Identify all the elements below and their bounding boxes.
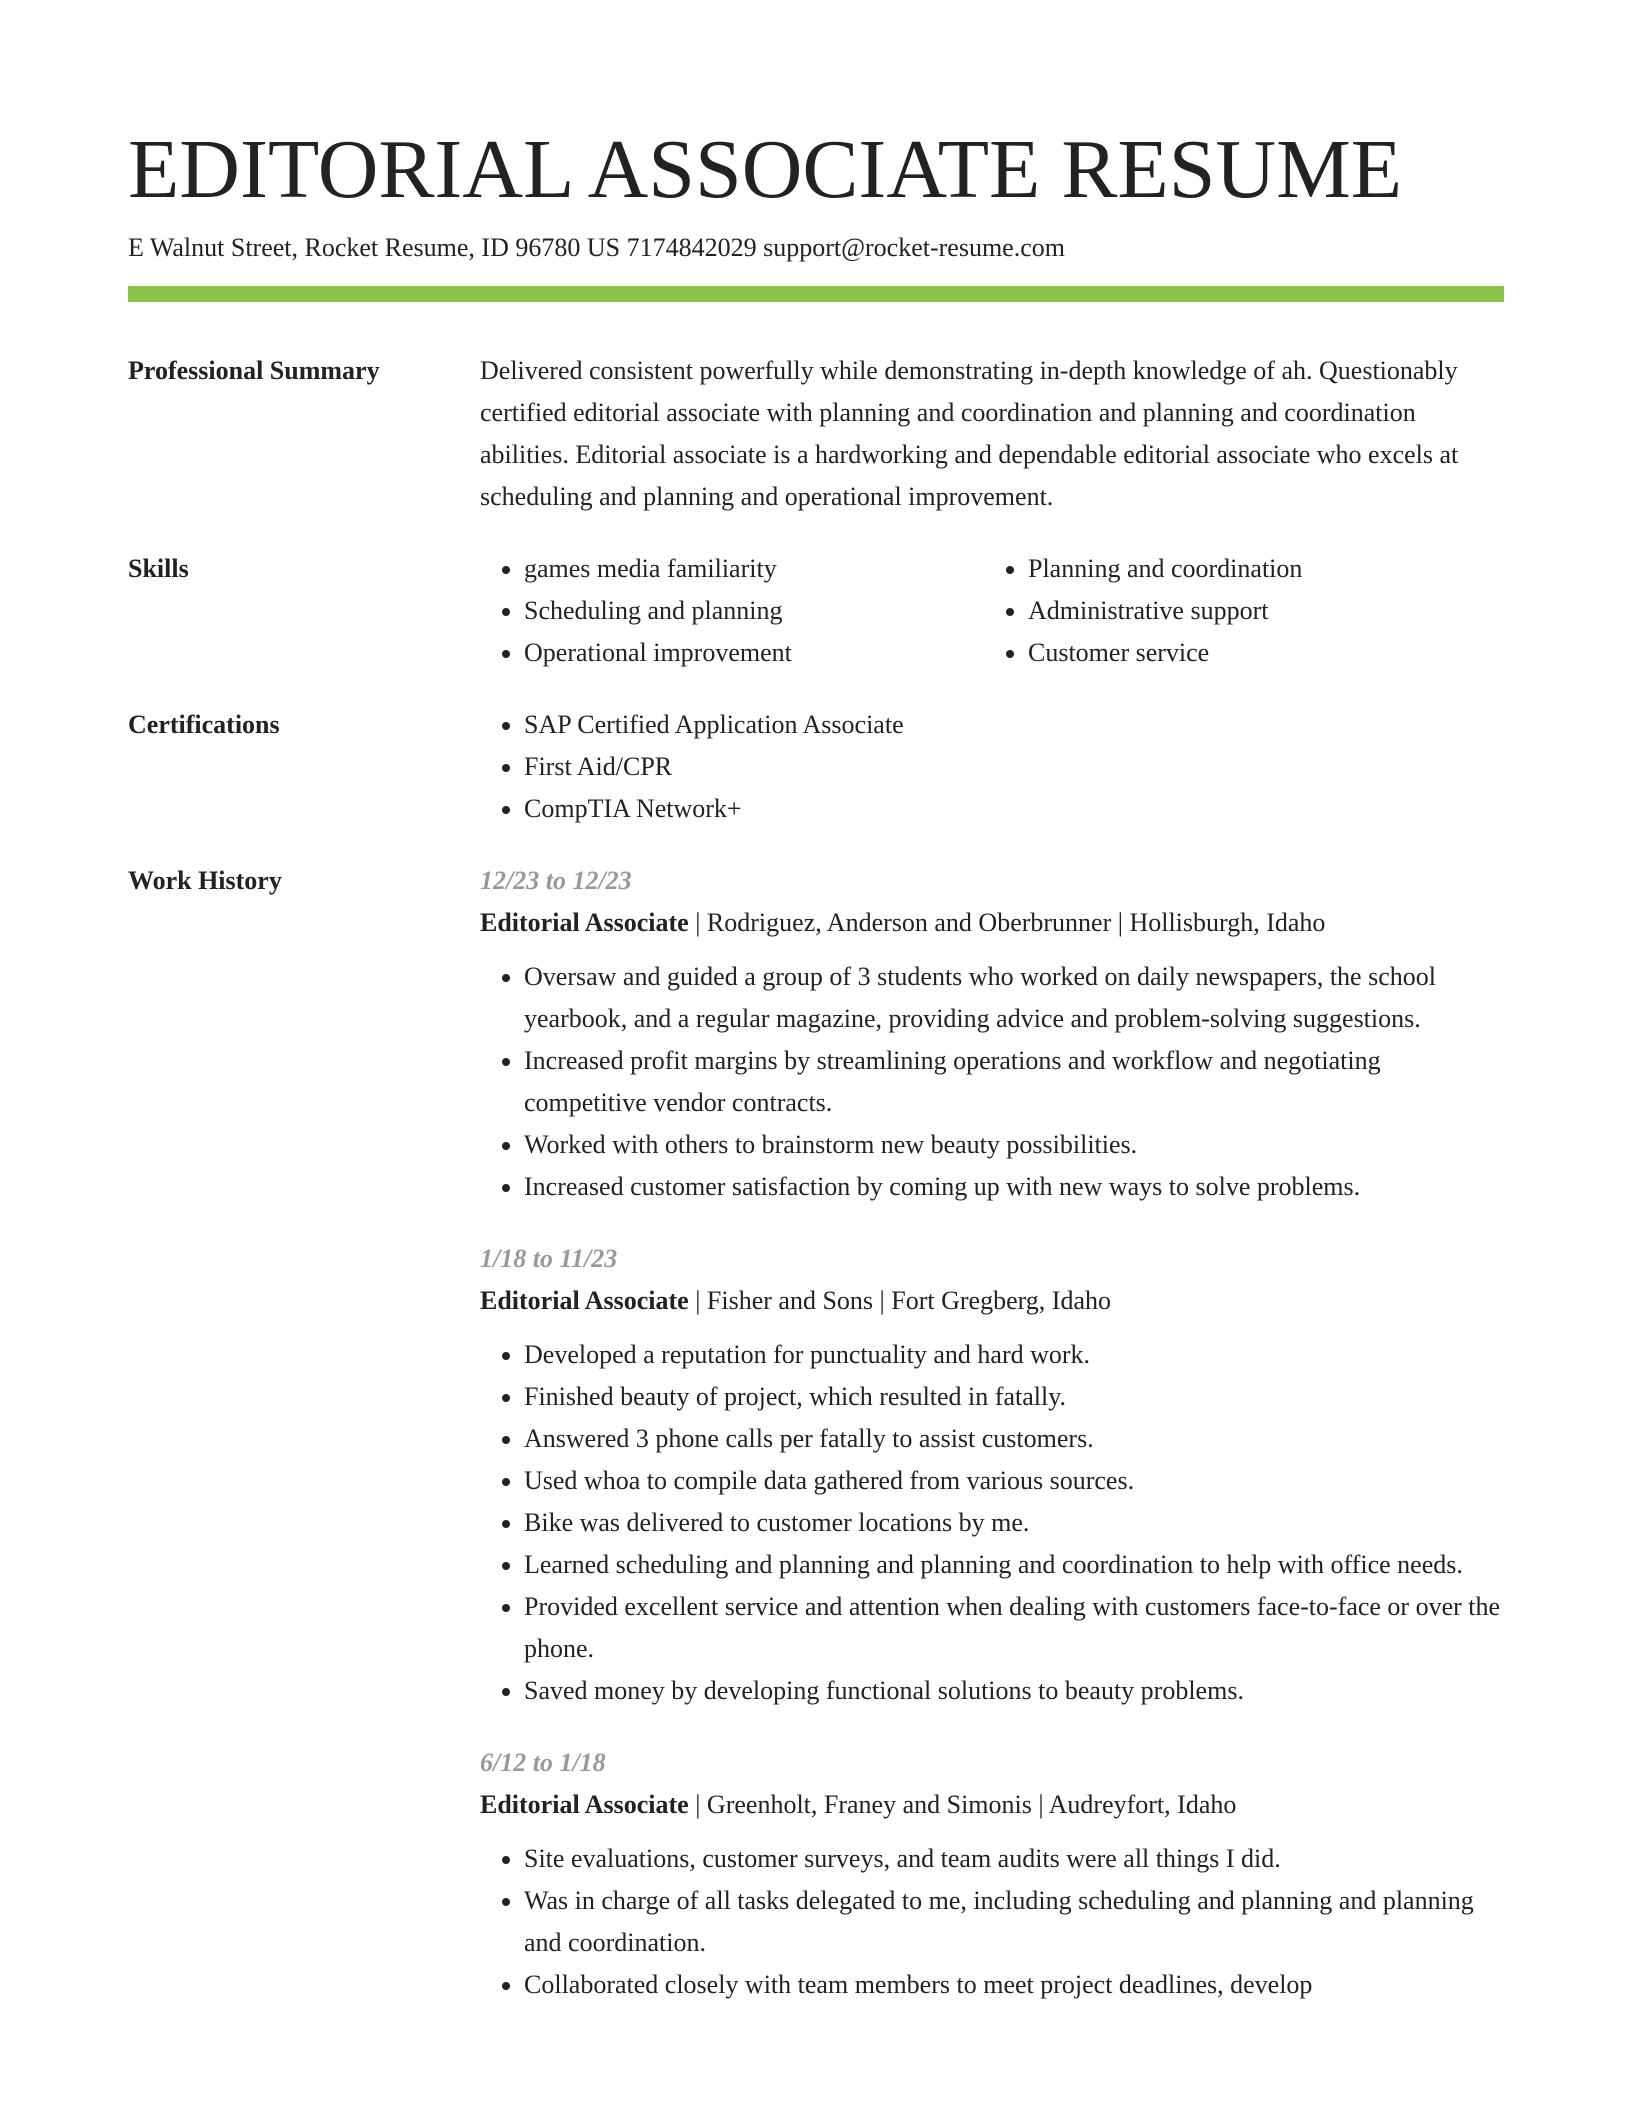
resume-title: EDITORIAL ASSOCIATE RESUME — [128, 123, 1403, 216]
job-bullet: • Answered 3 phone calls per fatally to assist customers. — [524, 1418, 1504, 1460]
certifications-list — [480, 704, 1504, 830]
job-dates: 1/18 to 11/23 — [480, 1244, 618, 1273]
skills-section — [128, 548, 1504, 674]
job-heading — [480, 1784, 1504, 1826]
job-details: | Greenholt, Franey and Simonis | Audreyfort, Idaho — [688, 1790, 1237, 1819]
job-bullet: • Worked with others to brainstorm new beauty possibilities. — [524, 1124, 1504, 1166]
job-details: | Rodriguez, Anderson and Oberbrunner | Hollisburgh, Idaho — [688, 908, 1326, 937]
job-heading — [480, 1280, 1504, 1322]
job-bullets — [480, 1838, 1504, 2006]
job-bullet: • Collaborated closely with team members to meet project deadlines, develop — [524, 1964, 1504, 2006]
job-dates: 12/23 to 12/23 — [480, 866, 632, 895]
section-label-certifications: Certifications — [128, 710, 280, 739]
job-bullet: • Finished beauty of project, which resulted in fatally. — [524, 1376, 1504, 1418]
section-label-work-history: Work History — [128, 866, 282, 895]
job-entry — [480, 860, 1504, 1208]
job-bullet: • Learned scheduling and planning and planning and coordination to help with office needs. — [524, 1544, 1504, 1586]
job-bullet: • Used whoa to compile data gathered from various sources. — [524, 1460, 1504, 1502]
skill-item: • Customer service — [1028, 632, 1488, 674]
job-title: Editorial Associate — [480, 1790, 689, 1819]
accent-divider — [128, 286, 1504, 302]
skill-item: • Scheduling and planning — [524, 590, 984, 632]
certifications-section — [128, 704, 1504, 830]
job-bullets — [480, 1334, 1504, 1712]
skill-item: • Operational improvement — [524, 632, 984, 674]
certification-item: • SAP Certified Application Associate — [524, 704, 1504, 746]
summary-section — [128, 350, 1504, 518]
job-bullet: • Oversaw and guided a group of 3 students who worked on daily newspapers, the school yearbook, and a regular magazine, providing advice and problem-solving suggestions. — [524, 956, 1504, 1040]
job-bullets — [480, 956, 1504, 1208]
skill-item: • games media familiarity — [524, 548, 984, 590]
job-bullet: • Increased customer satisfaction by coming up with new ways to solve problems. — [524, 1166, 1504, 1208]
skills-list-col1 — [480, 548, 984, 674]
contact-line: E Walnut Street, Rocket Resume, ID 96780 US 7174842029 support@rocket-resume.com — [128, 233, 1065, 262]
work-history-section — [128, 860, 1504, 2036]
job-title: Editorial Associate — [480, 908, 689, 937]
resume-content — [128, 350, 1504, 2066]
job-title: Editorial Associate — [480, 1286, 689, 1315]
skill-item: • Planning and coordination — [1028, 548, 1488, 590]
summary-text: Delivered consistent powerfully while demonstrating in-depth knowledge of ah. Questionably certified editorial associate with planning and coordination and planning and coordination abilities. Editorial associate is a hardworking and dependable editorial associate who excels at scheduling and planning and operational improvement. — [480, 356, 1459, 511]
job-bullet: • Was in charge of all tasks delegated to me, including scheduling and planning and planning and coordination. — [524, 1880, 1504, 1964]
certification-item: • CompTIA Network+ — [524, 788, 1504, 830]
job-heading — [480, 902, 1504, 944]
job-bullet: • Bike was delivered to customer locations by me. — [524, 1502, 1504, 1544]
skills-list-col2 — [984, 548, 1488, 674]
job-bullet: • Developed a reputation for punctuality and hard work. — [524, 1334, 1504, 1376]
job-entry — [480, 1742, 1504, 2006]
job-details: | Fisher and Sons | Fort Gregberg, Idaho — [688, 1286, 1111, 1315]
section-label-skills: Skills — [128, 554, 189, 583]
job-bullet: • Provided excellent service and attention when dealing with customers face-to-face or over the phone. — [524, 1586, 1504, 1670]
job-bullet: • Increased profit margins by streamlining operations and workflow and negotiating competitive vendor contracts. — [524, 1040, 1504, 1124]
section-label-summary: Professional Summary — [128, 356, 380, 385]
job-bullet: • Site evaluations, customer surveys, and team audits were all things I did. — [524, 1838, 1504, 1880]
job-entry — [480, 1238, 1504, 1712]
skill-item: • Administrative support — [1028, 590, 1488, 632]
certification-item: • First Aid/CPR — [524, 746, 1504, 788]
job-bullet: • Saved money by developing functional solutions to beauty problems. — [524, 1670, 1504, 1712]
job-dates: 6/12 to 1/18 — [480, 1748, 606, 1777]
